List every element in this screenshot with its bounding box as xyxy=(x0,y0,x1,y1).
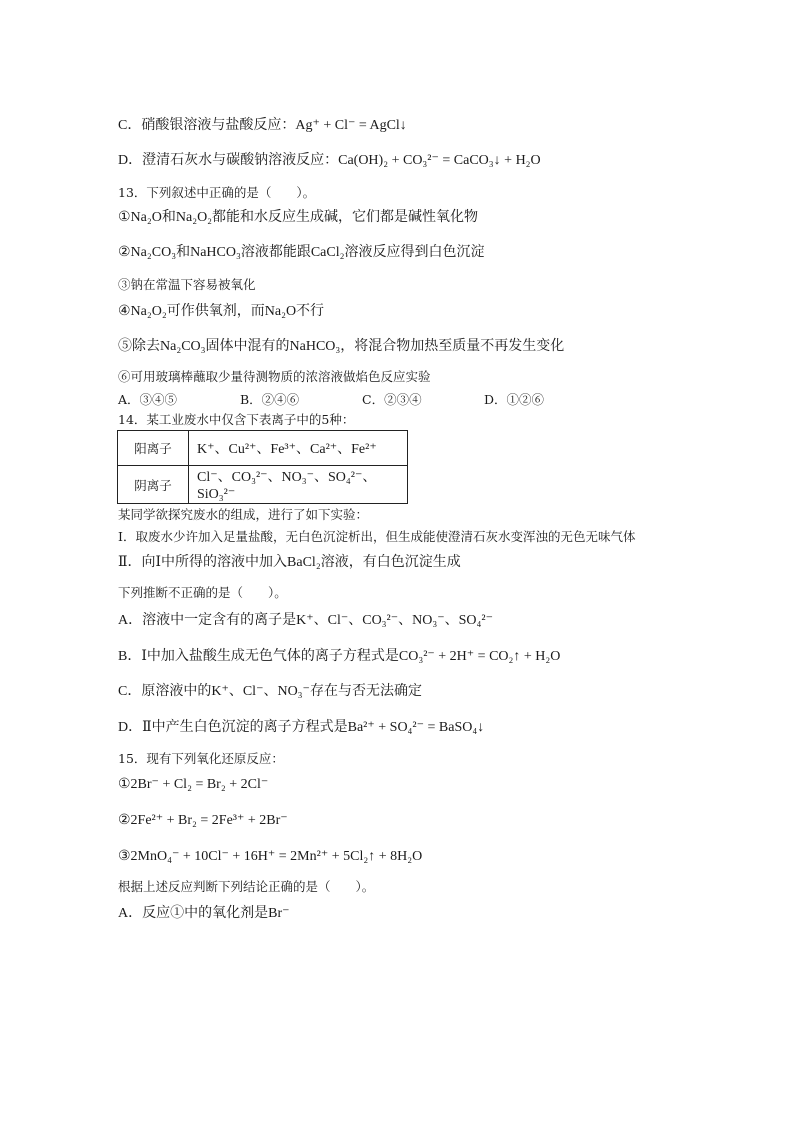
q14-option-a[interactable]: A．溶液中一定含有的离子是K⁺、Cl⁻、CO₃²⁻、NO₃⁻、SO₄²⁻ xyxy=(118,613,493,628)
ion-table-header-cation: 阳离子 xyxy=(118,431,189,466)
q15-ask: 根据上述反应判断下列结论正确的是（ ）。 xyxy=(118,879,375,894)
q13-item-6: ⑥可用玻璃棒蘸取少量待测物质的浓溶液做焰色反应实验 xyxy=(118,369,431,384)
q14-option-d[interactable]: D．Ⅱ中产生白色沉淀的离子方程式是Ba²⁺ + SO₄²⁻ = BaSO₄↓ xyxy=(118,720,485,735)
q12-option-d: D．澄清石灰水与碳酸钠溶液反应：Ca(OH)₂ + CO₃²⁻ = CaCO₃↓ + H₂O xyxy=(118,153,541,168)
q13-item-4: ④Na₂O₂可作供氧剂，而Na₂O不行 xyxy=(118,304,325,319)
q13-choice-b[interactable]: B．②④⑥ xyxy=(240,392,300,407)
q14-step-2: Ⅱ．向Ⅰ中所得的溶液中加入BaCl₂溶液，有白色沉淀生成 xyxy=(118,555,461,570)
ion-table-row-anion xyxy=(118,466,408,504)
q13-stem: 13．下列叙述中正确的是（ ）。 xyxy=(118,185,316,200)
q13-item-1: ①Na₂O和Na₂O₂都能和水反应生成碱，它们都是碱性氧化物 xyxy=(118,210,479,225)
q14-step-1: Ⅰ．取废水少许加入足量盐酸，无白色沉淀析出，但生成能使澄清石灰水变浑浊的无色无味气体 xyxy=(118,529,636,544)
ion-table-value-anion: Cl⁻、CO₃²⁻、NO₃⁻、SO₄²⁻、SiO₃²⁻ xyxy=(189,466,408,504)
q12-option-c: C．硝酸银溶液与盐酸反应：Ag⁺ + Cl⁻ = AgCl↓ xyxy=(118,118,407,133)
q15-reaction-3: ③2MnO₄⁻ + 10Cl⁻ + 16H⁺ = 2Mn²⁺ + 5Cl₂↑ + 8H₂O xyxy=(118,849,423,864)
q13-choice-d[interactable]: D．①②⑥ xyxy=(484,392,545,407)
ion-table-header-anion: 阴离子 xyxy=(118,466,189,504)
q13-choice-a[interactable]: A．③④⑤ xyxy=(118,392,178,407)
q14-option-b[interactable]: B．Ⅰ中加入盐酸生成无色气体的离子方程式是CO₃²⁻ + 2H⁺ = CO₂↑ + H₂O xyxy=(118,649,561,664)
q15-option-a[interactable]: A．反应①中的氧化剂是Br⁻ xyxy=(118,906,290,921)
q14-stem: 14．某工业废水中仅含下表离子中的5种： xyxy=(118,412,355,427)
q14-option-c[interactable]: C．原溶液中的K⁺、Cl⁻、NO₃⁻存在与否无法确定 xyxy=(118,684,422,699)
q13-item-2: ②Na₂CO₃和NaHCO₃溶液都能跟CaCl₂溶液反应得到白色沉淀 xyxy=(118,245,485,260)
q13-choice-c[interactable]: C．②③④ xyxy=(362,392,422,407)
q13-item-3: ③钠在常温下容易被氧化 xyxy=(118,277,256,292)
ion-table-row-cation xyxy=(118,431,408,466)
ion-table xyxy=(117,430,408,504)
q13-item-5: ⑤除去Na₂CO₃固体中混有的NaHCO₃，将混合物加热至质量不再发生变化 xyxy=(118,339,565,354)
q14-intro: 某同学欲探究废水的组成，进行了如下实验： xyxy=(118,507,369,522)
q14-ask: 下列推断不正确的是（ ）。 xyxy=(118,585,287,600)
q15-reaction-2: ②2Fe²⁺ + Br₂ = 2Fe³⁺ + 2Br⁻ xyxy=(118,813,288,828)
q15-stem: 15．现有下列氧化还原反应： xyxy=(118,751,284,766)
q15-reaction-1: ①2Br⁻ + Cl₂ = Br₂ + 2Cl⁻ xyxy=(118,777,269,792)
ion-table-value-cation: K⁺、Cu²⁺、Fe³⁺、Ca²⁺、Fe²⁺ xyxy=(189,431,408,466)
q13-choices xyxy=(118,390,638,408)
